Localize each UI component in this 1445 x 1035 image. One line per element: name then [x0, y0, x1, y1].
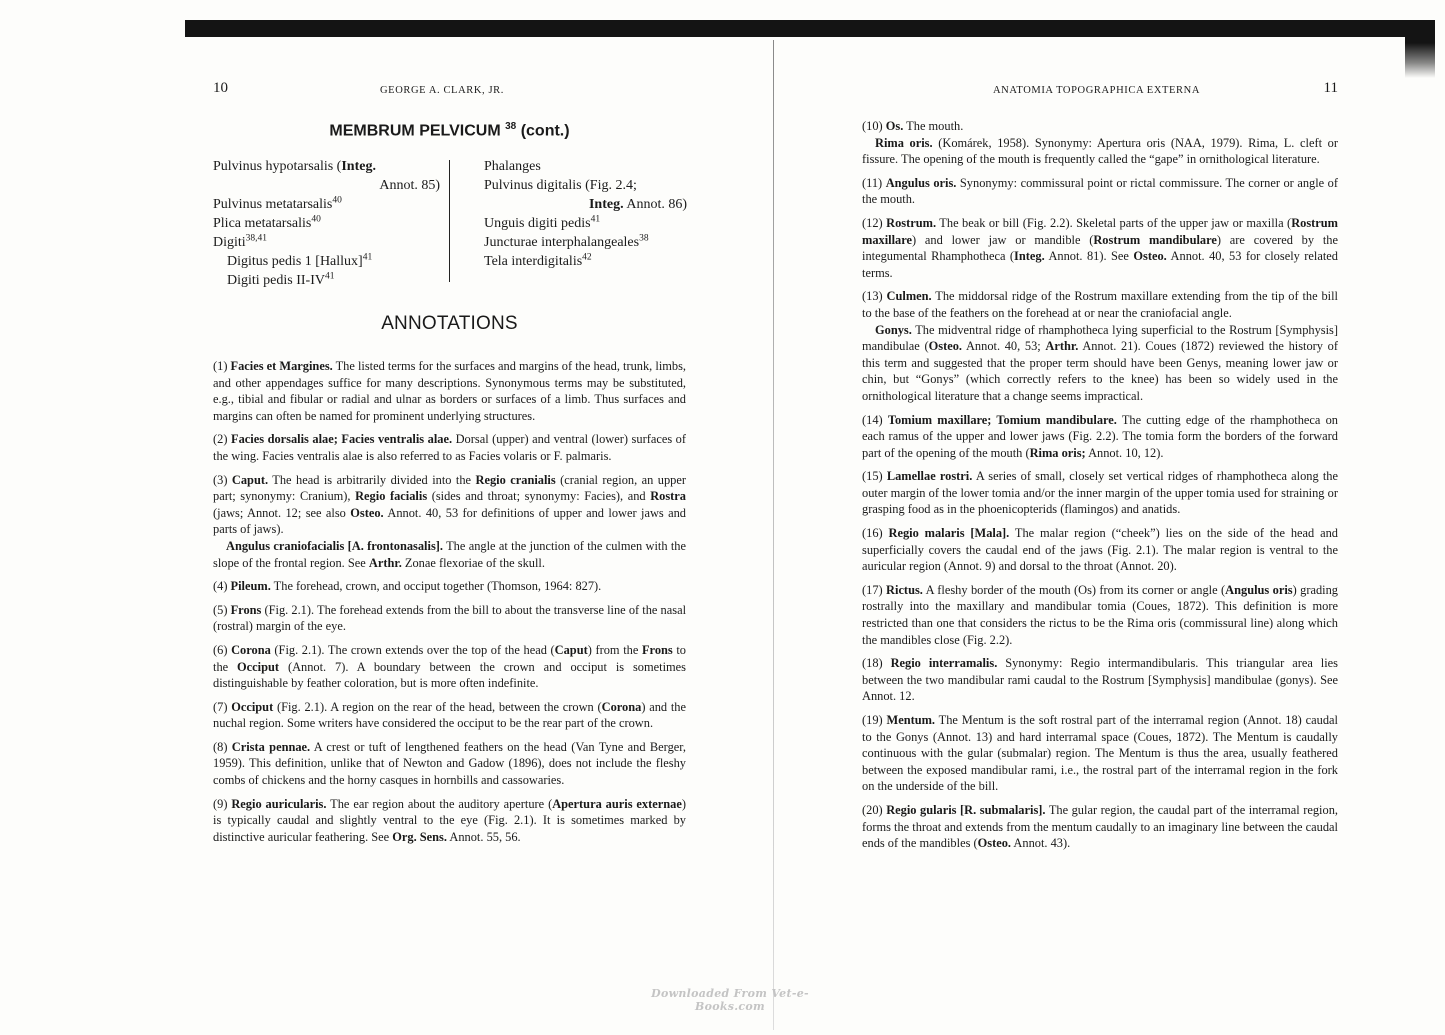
right-running-head — [862, 80, 1338, 100]
annotation-run: The angle at the junction of the culmen with the slope of the frontal region. See — [213, 538, 686, 570]
annotation-term: Rostra — [650, 489, 686, 504]
annotation-run: Annot. 40, 53 for definitions of upper and lower jaws and parts of jaws). — [213, 505, 686, 537]
term-line — [213, 176, 440, 195]
annotation-text — [862, 656, 1338, 703]
annotation-term: Pileum. — [230, 579, 271, 594]
annotation-term: Caput. — [231, 472, 269, 487]
annotation-run: The listed terms for the surfaces and margins of the head, trunk, limbs, and other appendages suffice for many descriptions. Synonymous terms may be substituted, e.g., tibial and fibular or radial and ulnar as borders or surfaces of a limb. Thus surfaces and margins can often be named for prominent underlying structures. — [213, 359, 687, 423]
annotation-run: (17) — [862, 582, 887, 597]
term-footnote: 40 — [311, 214, 321, 225]
annotation-term: Frons — [230, 602, 262, 617]
term-footnote: 41 — [590, 214, 601, 225]
annotation-run: (Fig. 2.1). The forehead extends from the bill to about the transverse line of the nasal (rostral) margin of the eye. — [213, 602, 687, 634]
annotation-term: Apertura auris externae — [552, 796, 682, 811]
annotation-term: Mentum. — [886, 713, 936, 727]
term-text: Plica metatarsalis — [213, 216, 312, 231]
annotation-run: (sides and throat; synonymy: Facies), and — [427, 489, 651, 504]
annotation-run: (Annot. 7). A boundary between the crown and occiput is sometimes distinguishable by feather coloration, but is more often indefinite. — [213, 659, 686, 691]
annotation-text — [213, 359, 686, 423]
annotation-text — [213, 700, 686, 731]
annotation-run: A fleshy border of the mouth (Os) from its corner or angle ( — [922, 582, 1226, 597]
annotation — [862, 712, 1338, 795]
annotation-text — [862, 216, 1338, 280]
annotation-run: (9) — [213, 796, 232, 811]
annotation-text — [213, 740, 686, 787]
annotation-run: The head is arbitrarily divided into the — [268, 472, 476, 487]
annotation-run: (8) — [213, 739, 232, 754]
annotation-term: Rostrum maxillare — [862, 215, 1339, 247]
annotation-term: Facies et Margines. — [230, 359, 333, 373]
annotation-text — [862, 413, 1338, 460]
annotation-term: Facies dorsalis alae; Facies ventralis alae. — [231, 432, 453, 447]
scan-corner-shadow — [1405, 28, 1435, 78]
term-text: Digitus pedis 1 [Hallux] — [227, 254, 363, 269]
annotation — [862, 655, 1338, 705]
annotation-run: The ear region about the auditory aperture ( — [326, 796, 553, 811]
annotation-term: Osteo. — [977, 836, 1012, 851]
term-footnote: 40 — [332, 195, 342, 206]
annotation-run: (16) — [862, 526, 889, 541]
term-line — [484, 195, 687, 214]
annotation-term: Occiput — [231, 699, 274, 714]
terms-column-right — [484, 157, 687, 271]
annotation-run: A series of small, closely set vertical ridges of rhamphotheca along the outer margin of the lower tomia and/or the inner margin of the upper tomia used for straining or grasping food as in the phoenicopterids (flamingos) and anatids. — [862, 469, 1338, 517]
term-line — [484, 233, 687, 252]
annotation-run: to the — [213, 642, 687, 674]
annotation-run: (7) — [213, 699, 232, 714]
annotation-term: Corona — [601, 699, 642, 714]
annotation-run: Zonae flexoriae of the skull. — [401, 555, 545, 570]
annotation-run: (12) — [862, 215, 887, 230]
annotation-text — [213, 432, 686, 463]
term-text: Pulvinus hypotarsalis ( — [213, 159, 342, 174]
annotation — [213, 642, 686, 692]
annotation-run: ) and lower jaw or mandible ( — [912, 232, 1094, 247]
annotation-subentry — [862, 322, 1338, 405]
left-running-head — [213, 80, 686, 100]
annotation-term: Tomium maxillare; Tomium mandibulare. — [887, 412, 1117, 427]
annotation — [862, 468, 1338, 518]
annotation-run: ) and the nuchal region. Some writers have considered the occiput to be the rear part of the crown. — [213, 699, 686, 731]
annotation-subentry — [862, 135, 1338, 168]
annotation-term: Org. Sens. — [392, 829, 447, 844]
annotation-run: ) grading rostrally into the maxillary and mandibular tomia (Coues, 1872). This definition is more restricted than one that considers the rictus to be the Rima oris (commissural line) along which the mandibles close (Fig. 2.2). — [862, 582, 1338, 647]
annotation-term: Regio interramalis. — [890, 656, 998, 671]
annotation — [862, 525, 1338, 575]
annotation-term: Lamellae rostri. — [886, 469, 973, 484]
annotation-term: Occiput — [237, 659, 280, 674]
annotation-text — [213, 643, 686, 690]
annotation-term: Rictus. — [886, 582, 923, 597]
annotation-run: (3) — [213, 472, 232, 487]
annotation-run: (18) — [862, 656, 891, 671]
annotation-term: Osteo. — [1133, 249, 1167, 264]
annotation-term: Caput — [554, 642, 588, 657]
annotation-term: Rima oris. — [875, 135, 933, 150]
term-line — [484, 252, 687, 271]
annotation-term: Crista pennae. — [231, 739, 311, 754]
annotation-run: (6) — [213, 642, 232, 657]
term-line — [213, 252, 440, 271]
term-footnote: 38 — [639, 233, 649, 244]
annotation-term: Regio auricularis. — [231, 796, 327, 811]
annotation-text — [213, 797, 686, 844]
annotation — [213, 739, 686, 789]
annotation-text — [862, 119, 963, 133]
section-title-footnote: 38 — [505, 121, 517, 132]
annotation-term: Arthr. — [368, 555, 402, 570]
terms-divider — [449, 160, 450, 282]
annotation-run: (4) — [213, 579, 231, 594]
scan-top-edge — [185, 20, 1435, 37]
term-text: Phalanges — [484, 159, 541, 174]
term-text: Pulvinus metatarsalis — [213, 197, 333, 212]
annotation-term: Regio malaris [Mala]. — [888, 526, 1010, 541]
annotation-run: The beak or bill (Fig. 2.2). Skeletal parts of the upper jaw or maxilla ( — [936, 215, 1292, 230]
annotation-run: A crest or tuft of lengthened feathers on the head (Van Tyne and Berger, 1959). This definition, unlike that of Newton and Gadow (1896), does not include the fleshy combs of chickens and the horny casques in hornbills and cassowaries. — [213, 739, 686, 788]
annotation-run: (14) — [862, 412, 888, 427]
annotation-run: Annot. 21). Coues (1872) reviewed the history of this term and suggested that the proper term should have been Genys, meaning lower jaw or chin, but “Gonys” (which correctly refers to the knee) has been so widely used in the ornithological literature that a change seems impractical. — [862, 339, 1338, 403]
annotation-run: The malar region (“cheek”) lies on the side of the head and superficially covers the caudal end of the jaws (Fig. 2.1). The malar region is ventral to the auricular region (Annot. 9) and dorsal to the throat (Annot. 20). — [862, 526, 1338, 574]
right-running-title: ANATOMIA TOPOGRAPHICA EXTERNA — [993, 85, 1201, 96]
term-line — [213, 271, 440, 290]
annotation — [213, 602, 686, 635]
terms-column-left — [213, 157, 440, 290]
term-bold: Integ. — [341, 159, 376, 174]
annotation — [862, 118, 1338, 168]
annotation-run: The forehead, crown, and occiput together (Thomson, 1964: 827). — [270, 579, 602, 594]
annotation-run: The midventral ridge of rhamphotheca lying superficial to the Rostrum [Symphysis] mandibulae ( — [862, 322, 1338, 354]
annotation — [213, 578, 686, 595]
annotation-run: (11) — [862, 175, 886, 190]
annotation-run: (13) — [862, 289, 887, 304]
annotation-run: (Fig. 2.1). The crown extends over the top of the head ( — [270, 642, 555, 657]
term-footnote: 38,41 — [245, 233, 268, 244]
annotation-run: (15) — [862, 469, 887, 484]
annotation-run: Dorsal (upper) and ventral (lower) surfaces of the wing. Facies ventralis alae is also referred to as Facies volaris or F. palmaris. — [213, 432, 686, 463]
left-running-title: GEORGE A. CLARK, JR. — [380, 85, 505, 96]
annotation-text — [213, 473, 686, 537]
term-text: Tela interdigitalis — [484, 254, 583, 269]
term-text: Pulvinus digitalis (Fig. 2.4; — [484, 178, 637, 193]
annotation-term: Regio cranialis — [475, 472, 556, 487]
annotation-term: Angulus oris. — [885, 175, 957, 190]
annotation-term: Frons — [641, 642, 673, 657]
annotation-term: Rostrum. — [886, 215, 937, 230]
annotation-run: The middorsal ridge of the Rostrum maxillare extending from the tip of the bill to the base of the feathers on the forehead at or near the craniofacial angle. — [862, 289, 1338, 320]
annotations-right — [862, 118, 1338, 859]
annotation-run: Annot. 10, 12). — [1085, 445, 1164, 460]
annotation-text — [862, 526, 1338, 573]
annotation — [862, 288, 1338, 404]
annotation-term: Regio gularis [R. submalaris]. — [886, 802, 1046, 817]
annotation-run: The Mentum is the soft rostral part of the interramal region (Annot. 18) caudal to the Gonys (Annot. 13) and hard interramal space (Coues, 1872). The Mentum is caudally continuous with the gular (submalar) region. The Mentum is thus the area, usually feathered between the exposed mandibular rami, i.e., the rostral part of the interramal region in the fork on the underside of the bill. — [862, 713, 1338, 794]
annotation — [862, 175, 1338, 208]
term-text: Unguis digiti pedis — [484, 216, 591, 231]
term-line — [213, 157, 440, 176]
annotation-term: Regio facialis — [355, 489, 428, 504]
term-line — [213, 233, 440, 252]
annotation-run: Annot. 81). See — [1044, 249, 1134, 264]
term-text: Annot. 86) — [623, 197, 687, 212]
term-footnote: 41 — [324, 271, 335, 282]
annotation-text — [862, 583, 1338, 647]
annotation-run: (cranial region, an upper part; synonymy: Cranium), — [213, 472, 686, 504]
section-title-suffix: (cont.) — [520, 122, 570, 140]
annotation-run: ) are covered by the integumental Rhamphotheca ( — [862, 232, 1338, 264]
annotation — [213, 796, 686, 846]
annotation-run: ) is typically caudal and slightly ventral to the eye (Fig. 2.1). It is sometimes marked by distinctive auricular feathering. See — [213, 796, 686, 844]
annotation-term: Culmen. — [886, 289, 932, 304]
annotation-run: ) from the — [587, 642, 642, 657]
annotation-text — [213, 579, 601, 593]
annotation-run: The cutting edge of the rhamphotheca on each ramus of the upper and lower jaws (Fig. 2.2). The tomia form the borders of the forward part of the opening of the mouth ( — [862, 412, 1338, 460]
terms-table — [213, 157, 687, 288]
annotation — [862, 802, 1338, 852]
annotation-run: Synonymy: commissural point or rictal commissure. The corner or angle of the mouth. — [862, 175, 1338, 207]
term-line — [484, 176, 687, 195]
annotation-term: Angulus oris — [1225, 582, 1293, 597]
annotation-run: Annot. 55, 56. — [446, 829, 521, 844]
annotation-text — [862, 176, 1338, 207]
annotation-term: Osteo. — [350, 505, 384, 520]
annotation-run: Annot. 43). — [1011, 836, 1071, 851]
term-line — [484, 214, 687, 233]
section-title-text: MEMBRUM PELVICUM — [329, 122, 501, 140]
annotation-term: Rima oris; — [1029, 445, 1086, 460]
term-line — [213, 195, 440, 214]
annotation-term: Integ. — [1014, 249, 1045, 264]
annotation-text — [862, 289, 1338, 320]
annotation-run: Synonymy: Regio intermandibularis. This triangular area lies between the two mandibular rami caudal to the Rostrum [Symphysis] mandibulae (gonys). See Annot. 12. — [862, 656, 1338, 704]
annotation — [213, 431, 686, 464]
annotation-run: (20) — [862, 802, 887, 817]
annotation-term: Rostrum mandibulare — [1093, 232, 1217, 247]
annotation-run: (Komárek, 1958). Synonymy: Apertura oris (NAA, 1979). Rima, L. cleft or fissure. The opening of the mouth is frequently called the “gape” in ornithological literature. — [862, 135, 1339, 167]
term-footnote: 41 — [362, 252, 373, 263]
annotation-term: Arthr. — [1045, 339, 1079, 354]
annotation-run: Annot. 40, 53 for closely related terms. — [862, 249, 1338, 280]
term-text: Juncturae interphalangeales — [484, 235, 640, 250]
annotation-subentry — [213, 538, 686, 571]
annotations-heading: ANNOTATIONS — [381, 313, 518, 334]
right-page-number: 11 — [1323, 80, 1338, 96]
term-line — [213, 214, 440, 233]
annotation-run: (10) — [862, 119, 886, 133]
annotation-text — [862, 469, 1338, 516]
annotation-term: Gonys. — [875, 322, 912, 337]
annotation-run: (Fig. 2.1). A region on the rear of the head, between the crown ( — [273, 699, 602, 714]
annotation-term: Angulus craniofacialis [A. frontonasalis]. — [226, 538, 443, 553]
annotation-text — [213, 603, 686, 634]
annotation-text — [862, 803, 1338, 850]
annotation-run: Annot. 40, 53; — [962, 339, 1046, 354]
annotation-run: (jaws; Annot. 12; see also — [213, 505, 351, 520]
annotations-left — [213, 358, 686, 852]
annotation-term: Osteo. — [928, 339, 962, 354]
term-text: Annot. 85) — [379, 178, 440, 193]
annotation — [213, 699, 686, 732]
annotation-run: The gular region, the caudal part of the interramal region, forms the throat and extends from the mentum caudally to an imaginary line between the caudal ends of the mandibles ( — [862, 802, 1338, 851]
term-bold: Integ. — [588, 197, 624, 212]
section-title — [213, 119, 686, 140]
term-text: Digiti — [213, 235, 246, 250]
annotation — [862, 412, 1338, 462]
term-line — [484, 157, 687, 176]
annotation-term: Corona — [231, 642, 271, 657]
annotation — [213, 358, 686, 424]
annotation-run: (19) — [862, 713, 887, 727]
term-text: Digiti pedis II-IV — [227, 273, 325, 288]
annotation-run: (2) — [213, 432, 231, 447]
annotation-term: Os. — [885, 119, 904, 133]
watermark: Downloaded From Vet-e-Books.com — [651, 987, 809, 1013]
annotation — [862, 582, 1338, 648]
book-gutter — [773, 40, 774, 1030]
annotation-run: (1) — [213, 359, 231, 373]
annotation — [213, 472, 686, 572]
annotation — [862, 215, 1338, 281]
left-page-number: 10 — [213, 80, 228, 96]
annotation-run: (5) — [213, 602, 231, 617]
annotation-text — [862, 713, 1338, 793]
annotation-run: The mouth. — [903, 119, 964, 133]
term-footnote: 42 — [582, 252, 592, 263]
